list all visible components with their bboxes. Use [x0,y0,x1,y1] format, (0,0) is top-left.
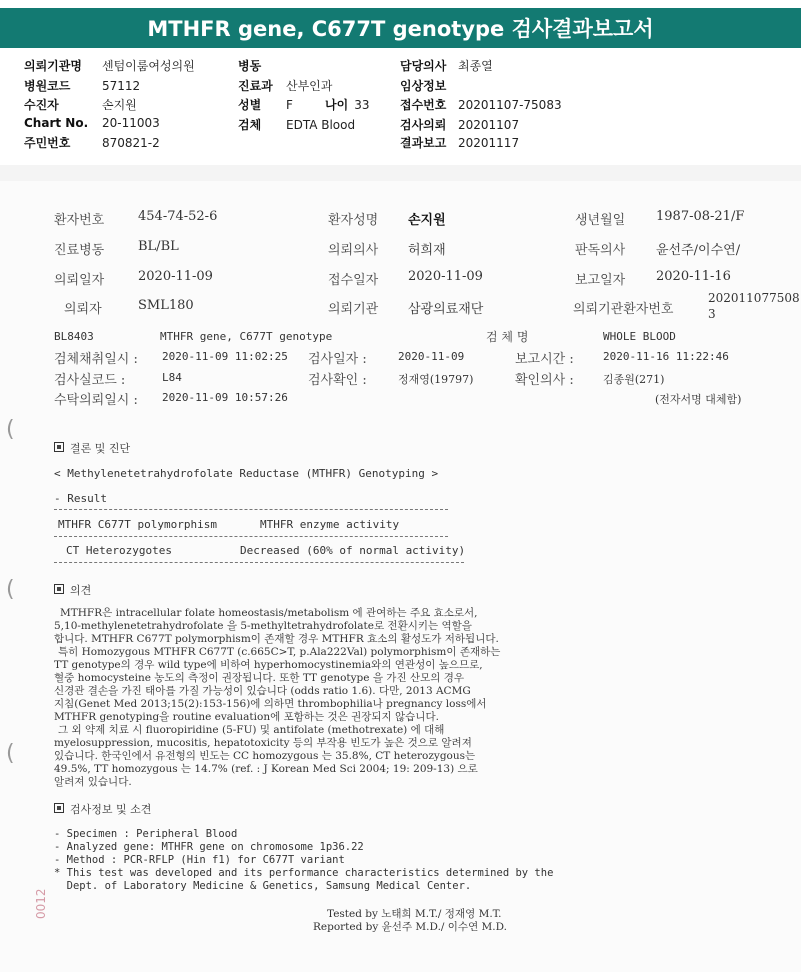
scanned-report [0,181,801,972]
info-physician: 담당의사 최종열 [400,59,493,73]
specimen-value: WHOLE BLOOD [603,330,676,343]
info-sex: 성별 F [238,98,293,112]
test-info-line: - Method : PCR-RFLP (Hin f1) for C677T variant [54,854,345,866]
receipt-label: 수탁의뢰일시 : [54,393,138,408]
section-bullet-icon [54,584,64,594]
col-a-header: MTHFR C677T polymorphism [58,518,217,531]
opinion-line: 지침(Genet Med 2013;15(2):153-156)에 의하면 thrombophilia나 pregnancy loss에서 [54,698,487,710]
test-info-heading: 검사정보 및 소견 [54,801,151,817]
row0-value1: 454-74-52-6 [138,209,218,224]
info-resident-no: 주민번호 870821-2 [24,136,160,150]
page-stamp: 0012 [34,888,48,919]
row2-value3: 2020-11-16 [656,269,731,284]
opinion-line: 49.5%, TT homozygous 는 14.7% (ref. : J Korean Med Sci 2004; 19: 209-13) 으로 [54,763,478,775]
opinion-line: 그 외 약제 치료 시 fluoropiridine (5-FU) 및 antifolate (methotrexate) 에 대해 [58,724,445,736]
test-date-label: 검사일자 : [308,352,367,367]
reported-by: Reported by 윤선주 M.D./ 이수연 M.D. [313,921,508,933]
conclusion-heading: 결론 및 진단 [54,440,130,456]
tested-by: Tested by 노태희 M.T./ 정재영 M.T. [327,908,502,920]
opinion-line: 합니다. MTHFR C677T polymorphism이 존재할 경우 MTHFR 효소의 활성도가 저하됩니다. [54,633,499,645]
info-department: 진료과 산부인과 [238,79,333,93]
info-patient: 수진자 손지원 [24,98,137,112]
order-info-panel [0,50,801,166]
report-title: MTHFR gene, C677T genotype 검사결과보고서 [147,17,654,41]
row1-value2: 허희재 [408,243,446,258]
test-info-line: - Analyzed gene: MTHFR gene on chromosome 1p36.22 [54,841,364,853]
test-info-line: - Specimen : Peripheral Blood [54,828,238,840]
test-date-value: 2020-11-09 [398,350,465,363]
opinion-line: 알려져 있습니다. [54,776,132,788]
opinion-line: 혈중 homocysteine 농도의 측정이 권장됩니다. 또한 TT genotype 을 가진 산모의 경우 [54,672,464,684]
opinion-line: 특히 Homozygous MTHFR C677T (c.665C>T, p.Ala222Val) polymorphism이 존재하는 [58,646,501,658]
doctor-value: 김종원(271) [603,373,665,386]
info-report-date: 결과보고 20201117 [400,136,520,150]
row1-value1: BL/BL [138,239,179,254]
row2-label2: 접수일자 [328,273,379,288]
receipt-value: 2020-11-09 10:57:26 [162,391,288,404]
opinion-line: myelosuppression, mucositis, hepatotoxicity 등의 부작용 빈도가 높은 것으로 알려져 [54,737,472,749]
separator [0,165,801,181]
row2-value2: 2020-11-09 [408,269,483,284]
opinion-line: 5,10-methylenetetrahydrofolate 을 5-methyltetrahydrofolate로 전환시키는 역할을 [54,620,472,632]
row2-label1: 의뢰일자 [54,273,105,288]
collect-label: 검체채취일시 : [54,352,138,367]
test-name: MTHFR gene, C677T genotype [160,330,333,343]
binder-mark-2: ( [6,577,15,602]
section-bullet-icon [54,442,64,452]
info-clinical: 임상정보 [400,79,447,93]
confirm-label: 검사확인 : [308,373,367,388]
opinion-line: 있습니다. 한국인에서 유전형의 빈도는 CC homozygous 는 35.8%, CT heterozygous는 [54,750,476,762]
info-ward: 병동 [238,59,262,73]
section-bullet-icon [54,803,64,813]
info-institution: 의뢰기관명 센텀이룸여성의원 [24,59,195,73]
row3-label1: 의뢰자 [64,302,102,317]
opinion-line: TT genotype의 경우 wild type에 비하여 hyperhomocystinemia와의 연관성이 높으므로, [54,659,483,671]
row1-label3: 판독의사 [575,243,626,258]
info-hospital-code: 병원코드 57112 [24,79,141,93]
collect-value: 2020-11-09 11:02:25 [162,350,288,363]
row0-label1: 환자번호 [54,213,105,228]
info-specimen: 검체 EDTA Blood [238,118,356,132]
col-b-header: MTHFR enzyme activity [260,518,400,531]
binder-mark-3: ( [6,741,15,766]
test-info-line: * This test was developed and its performance characteristics determined by the [54,867,554,879]
row3-value3: 202011077508 [708,291,800,305]
row3-value3-cont: 3 [708,307,716,321]
row2-value1: 2020-11-09 [138,269,213,284]
row0-label2: 환자성명 [328,213,379,228]
col-a-value: CT Heterozygotes [66,544,172,557]
report-time-value: 2020-11-16 11:22:46 [603,350,729,363]
table-rule-top [54,509,448,510]
test-info-line: Dept. of Laboratory Medicine & Genetics, Samsung Medical Center. [54,880,472,892]
info-age: 나이 33 [325,98,370,112]
result-label: - Result [54,492,107,505]
binder-mark-1: ( [6,417,15,442]
info-request-date: 검사의뢰 20201107 [400,118,520,132]
row1-label2: 의뢰의사 [328,243,379,258]
info-chart-no: Chart No. 20-11003 [24,116,160,130]
row0-value2: 손지원 [408,213,446,228]
doctor-label: 확인의사 : [515,373,574,388]
col-b-value: Decreased (60% of normal activity) [240,544,466,557]
row0-label3: 생년월일 [575,213,626,228]
confirm-value: 정재영(19797) [398,373,474,386]
report-time-label: 보고시간 : [515,352,574,367]
table-rule-mid [54,536,448,537]
room-label: 검사실코드 : [54,373,126,388]
row1-value3: 윤선주/이수연/ [656,243,741,258]
row3-value1: SML180 [138,298,194,313]
e-sign-note: (전자서명 대체함) [655,393,742,406]
row0-value3: 1987-08-21/F [656,209,745,224]
info-receipt-no: 접수번호 20201107-75083 [400,98,562,112]
specimen-label: 검 체 명 [486,330,529,344]
opinion-line: MTHFR genotyping을 routine evaluation에 포함하는 것은 권장되지 않습니다. [54,711,439,723]
opinion-line: MTHFR은 intracellular folate homeostasis/metabolism 에 관여하는 주요 효소로서, [60,607,478,619]
report-title-bar [0,8,801,48]
row3-label2: 의뢰기관 [328,302,379,317]
opinion-line: 신경관 결손을 가진 태아를 가질 가능성이 있습니다 (odds ratio 1.6). 다만, 2013 ACMG [54,685,471,697]
row3-label3: 의뢰기관환자번호 [573,302,674,317]
row1-label1: 진료병동 [54,243,105,258]
opinion-heading: 의견 [54,582,91,598]
row3-value2: 삼광의료재단 [408,302,484,317]
row2-label3: 보고일자 [575,273,626,288]
test-code: BL8403 [54,330,94,343]
conclusion-subtitle: < Methylenetetrahydrofolate Reductase (MTHFR) Genotyping > [54,467,439,480]
room-value: L84 [162,371,182,384]
table-rule-bottom [54,562,464,563]
